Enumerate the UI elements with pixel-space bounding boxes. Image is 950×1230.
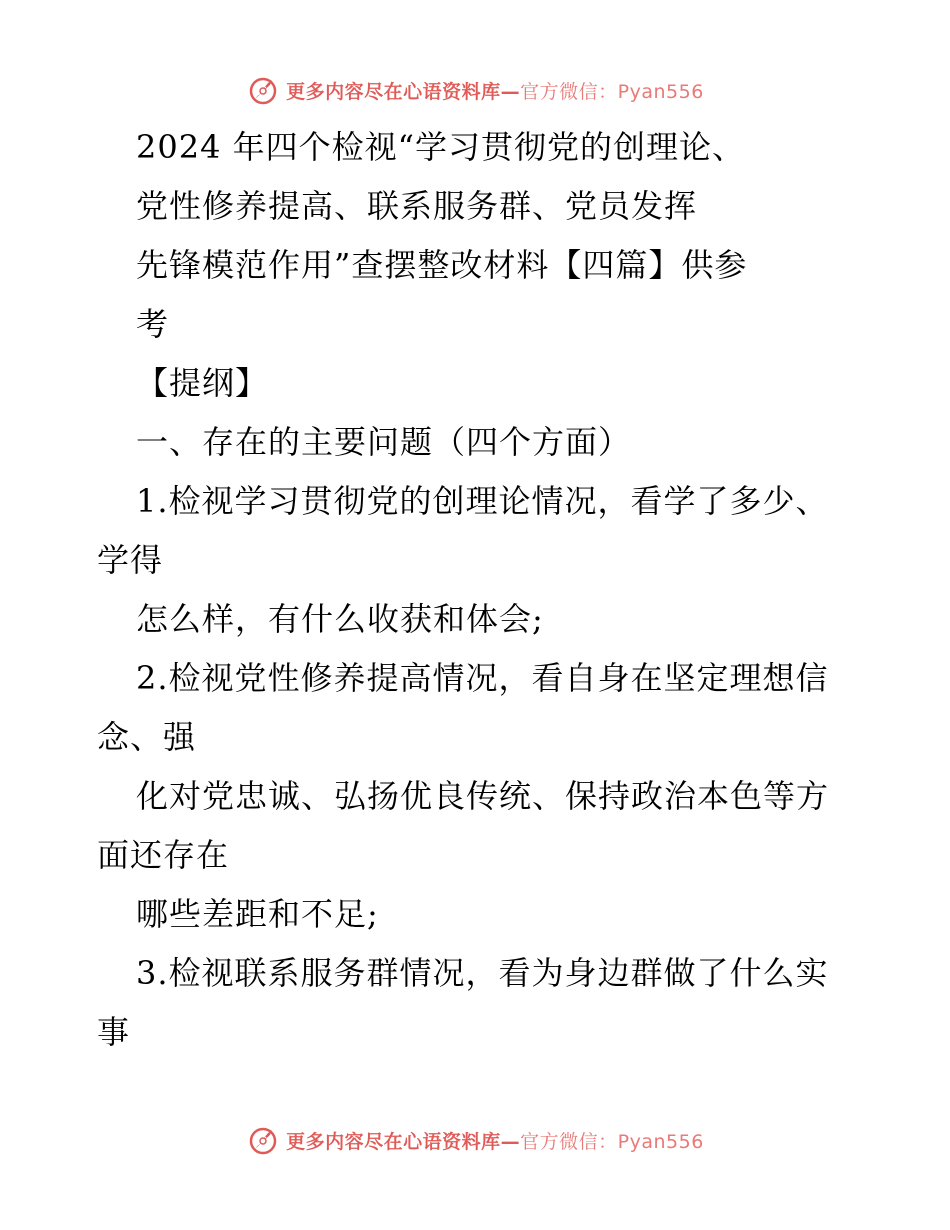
footer-watermark-banner [0, 1120, 950, 1160]
item-2-line-1: 2.检视党性修养提高情况，看自身在坚定理想信 [136, 659, 829, 697]
watermark-text: 更多内容尽在心语资料库—官方微信：Pyan556 [286, 80, 704, 103]
document-title-line-1: 2024 年四个检视“学习贯彻党的创理论、 [136, 128, 745, 166]
wechat-id-text: 官方微信：Pyan556 [520, 80, 704, 103]
item-2-line-4: 面还存在 [97, 836, 230, 874]
item-2-line-5: 哪些差距和不足; [136, 895, 379, 933]
item-3-line-1: 3.检视联系服务群情况，看为身边群做了什么实 [136, 954, 829, 992]
quill-pen-logo-icon [246, 73, 280, 107]
quill-pen-logo-icon [246, 1123, 280, 1157]
document-title-line-4: 考 [136, 305, 170, 343]
item-1-line-1: 1.检视学习贯彻党的创理论情况，看学了多少、 [136, 482, 829, 520]
watermark-text: 更多内容尽在心语资料库—官方微信：Pyan556 [286, 1130, 704, 1153]
document-title-line-2: 党性修养提高、联系服务群、党员发挥 [136, 187, 698, 225]
item-3-line-2: 事 [97, 1013, 131, 1051]
header-watermark-banner [0, 70, 950, 110]
item-2-line-3: 化对党忠诚、弘扬优良传统、保持政治本色等方 [136, 777, 830, 815]
wechat-id-text: 官方微信：Pyan556 [520, 1130, 704, 1153]
document-title-line-3: 先锋模范作用”查摆整改材料【四篇】供参 [136, 246, 748, 284]
section-heading: 一、存在的主要问题（四个方面） [136, 423, 632, 461]
outline-heading: 【提纲】 [136, 364, 269, 402]
item-2-line-2: 念、强 [97, 718, 197, 756]
item-1-line-3: 怎么样，有什么收获和体会; [136, 600, 544, 638]
item-1-line-2: 学得 [97, 541, 164, 579]
document-body [0, 118, 950, 1062]
